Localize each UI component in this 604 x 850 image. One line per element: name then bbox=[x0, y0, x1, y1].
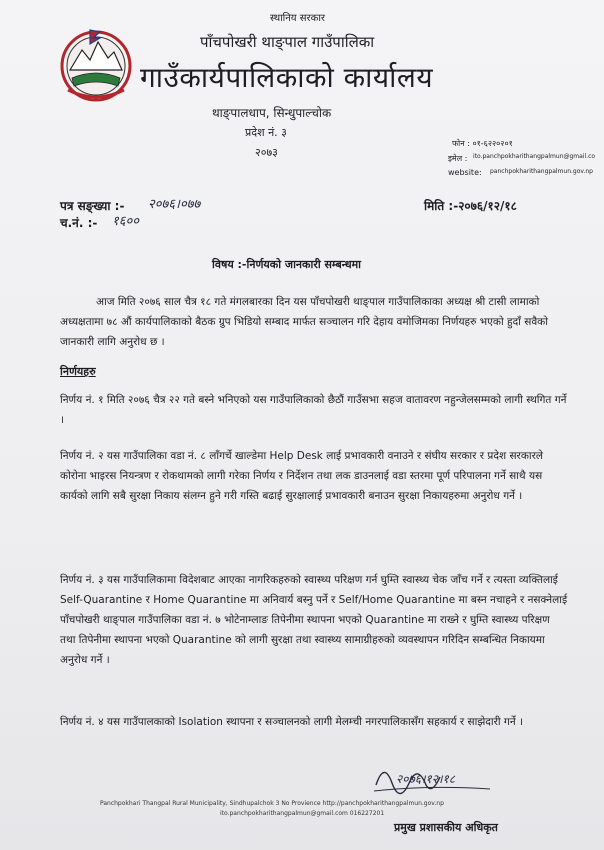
decisions-heading: निर्णयहरु bbox=[60, 365, 96, 378]
reference-number-label: पत्र सङ्ख्या :- bbox=[60, 199, 125, 213]
decision-4: निर्णय नं. ४ यस गाउँपालकाको Isolation स्थापना र सञ्चालनको लागी मेलम्ची नगरपालिकासँग सहकार्य र साझेदारी गर्ने । bbox=[60, 716, 523, 728]
contact-phone: फोन : ०१-६२२०२०१ bbox=[452, 139, 513, 148]
local-government-label: स्थानिय सरकार bbox=[270, 13, 325, 24]
nepal-emblem-icon bbox=[56, 20, 136, 106]
dispatch-number-value: १६०० bbox=[112, 214, 140, 229]
contact-email-label: इमेल : bbox=[448, 154, 468, 163]
intro-paragraph: आज मिति २०७६ साल चैत्र १८ गते मंगलबारका दिन यस पाँचपोखरी थाङ्पाल गाउँपालिकाका अध्यक्ष श्री टासी लामाको अध्यक्षतामा ७८ औं कार्यपालिकाको बैठक ग्रुप भिडियो सम्बाद मार्फत सञ्चालन गरि देहाय वमोजिमका निर्णयहरु भएको हुदाँ सवैको जानकारी लागि अनुरोध छ । bbox=[60, 296, 548, 348]
office-address: थाङ्पालधाप, सिन्धुपाल्चोक bbox=[212, 106, 332, 120]
letter-date: मिति :-२०७६/१२/१८ bbox=[424, 199, 517, 213]
contact-website: panchpokharithangpalmun.gov.np bbox=[490, 168, 593, 175]
footer-contact: ito.panchpokharithangpalmun@gmail.com 016227201 bbox=[220, 810, 385, 817]
reference-number-value: २०७६।०७७ bbox=[148, 197, 201, 212]
municipality-name: पाँचपोखरी थाङ्पाल गाउँपालिका bbox=[200, 33, 375, 51]
footer-address: Panchpokhari Thangpal Rural Municipality, Sindhupalchok 3 No Provience http://panchpokharithangpalmun.gov.np bbox=[100, 800, 444, 807]
establishment-year: २०७३ bbox=[255, 146, 278, 159]
contact-website-label: website: bbox=[448, 168, 482, 177]
decision-2: निर्णय नं. २ यस गाउँपालिका वडा नं. ८ लाँगर्चे खाल्डेमा Help Desk लाई प्रभावकारी वनाउने र संघीय सरकार र प्रदेश सरकारले कोरोना भाइरस नियन्त्रण र रोकथामको लागी गरेका निर्णय र निर्देशन तथा लक डाउनलाई वडा स्तरमा पूर्ण परिपालना गर्ने साथै यस कार्यको लागि सबै सुरक्षा निकाय संलग्न हुने गरी गस्ति बढाई सुरक्षालाई प्रभावकारी बनाउन सुरक्षा निकायहरुमा अनुरोध गर्ने । bbox=[60, 450, 544, 502]
office-title: गाउँकार्यपालिकाको कार्यालय bbox=[140, 61, 434, 94]
decision-1: निर्णय नं. १ मिति २०७६ चैत्र २२ गते बस्ने भनिएको यस गाउँपालिकाको छैठौं गाउँसभा सहज वातावरण नहुन्जेलसम्मको लागी स्थगित गर्ने । bbox=[60, 394, 567, 426]
decision-3: निर्णय नं. ३ यस गाउँपालिकामा विदेशबाट आएका नागरिकहरुको स्वास्थ्य परिक्षण गर्न घुम्ति स्वास्थ्य चेक जाँच गर्ने र त्यस्ता व्यक्तिलाई Self-Quarantine र Home Quarantine मा अनिवार्य बस्नु पर्ने र Self/Home Quarantine मा बस्न नचाहने र नसक्नेलाई पाँचपोखरी थाङ्पाल गाउँपालिका वडा नं. ७ भोटेनाम्लाङ तिपेनीमा स्थापना भएको Quarantine मा राख्ने र घुम्ति स्वास्थ्य परिक्षण तथा तिपेनीमा स्थापना भएको Quarantine को लागी सुरक्षा तथा स्वास्थ्य सामाग्रीहरुको व्यवस्थापन गरिदिन सम्बन्धित निकायमा अनुरोध गर्ने । bbox=[60, 574, 568, 666]
dispatch-number-label: च.नं. :- bbox=[60, 216, 98, 230]
province-label: प्रदेश नं. ३ bbox=[245, 126, 287, 139]
officer-title: प्रमुख प्रशासकीय अधिकृत bbox=[394, 821, 498, 834]
subject-line: विषय :-निर्णयको जानकारी सम्बन्धमा bbox=[212, 258, 362, 271]
contact-email: ito.panchpokharithangpalmun@gmail.co bbox=[473, 153, 596, 160]
signature-date: २०७६।१२।१८ bbox=[396, 772, 456, 786]
